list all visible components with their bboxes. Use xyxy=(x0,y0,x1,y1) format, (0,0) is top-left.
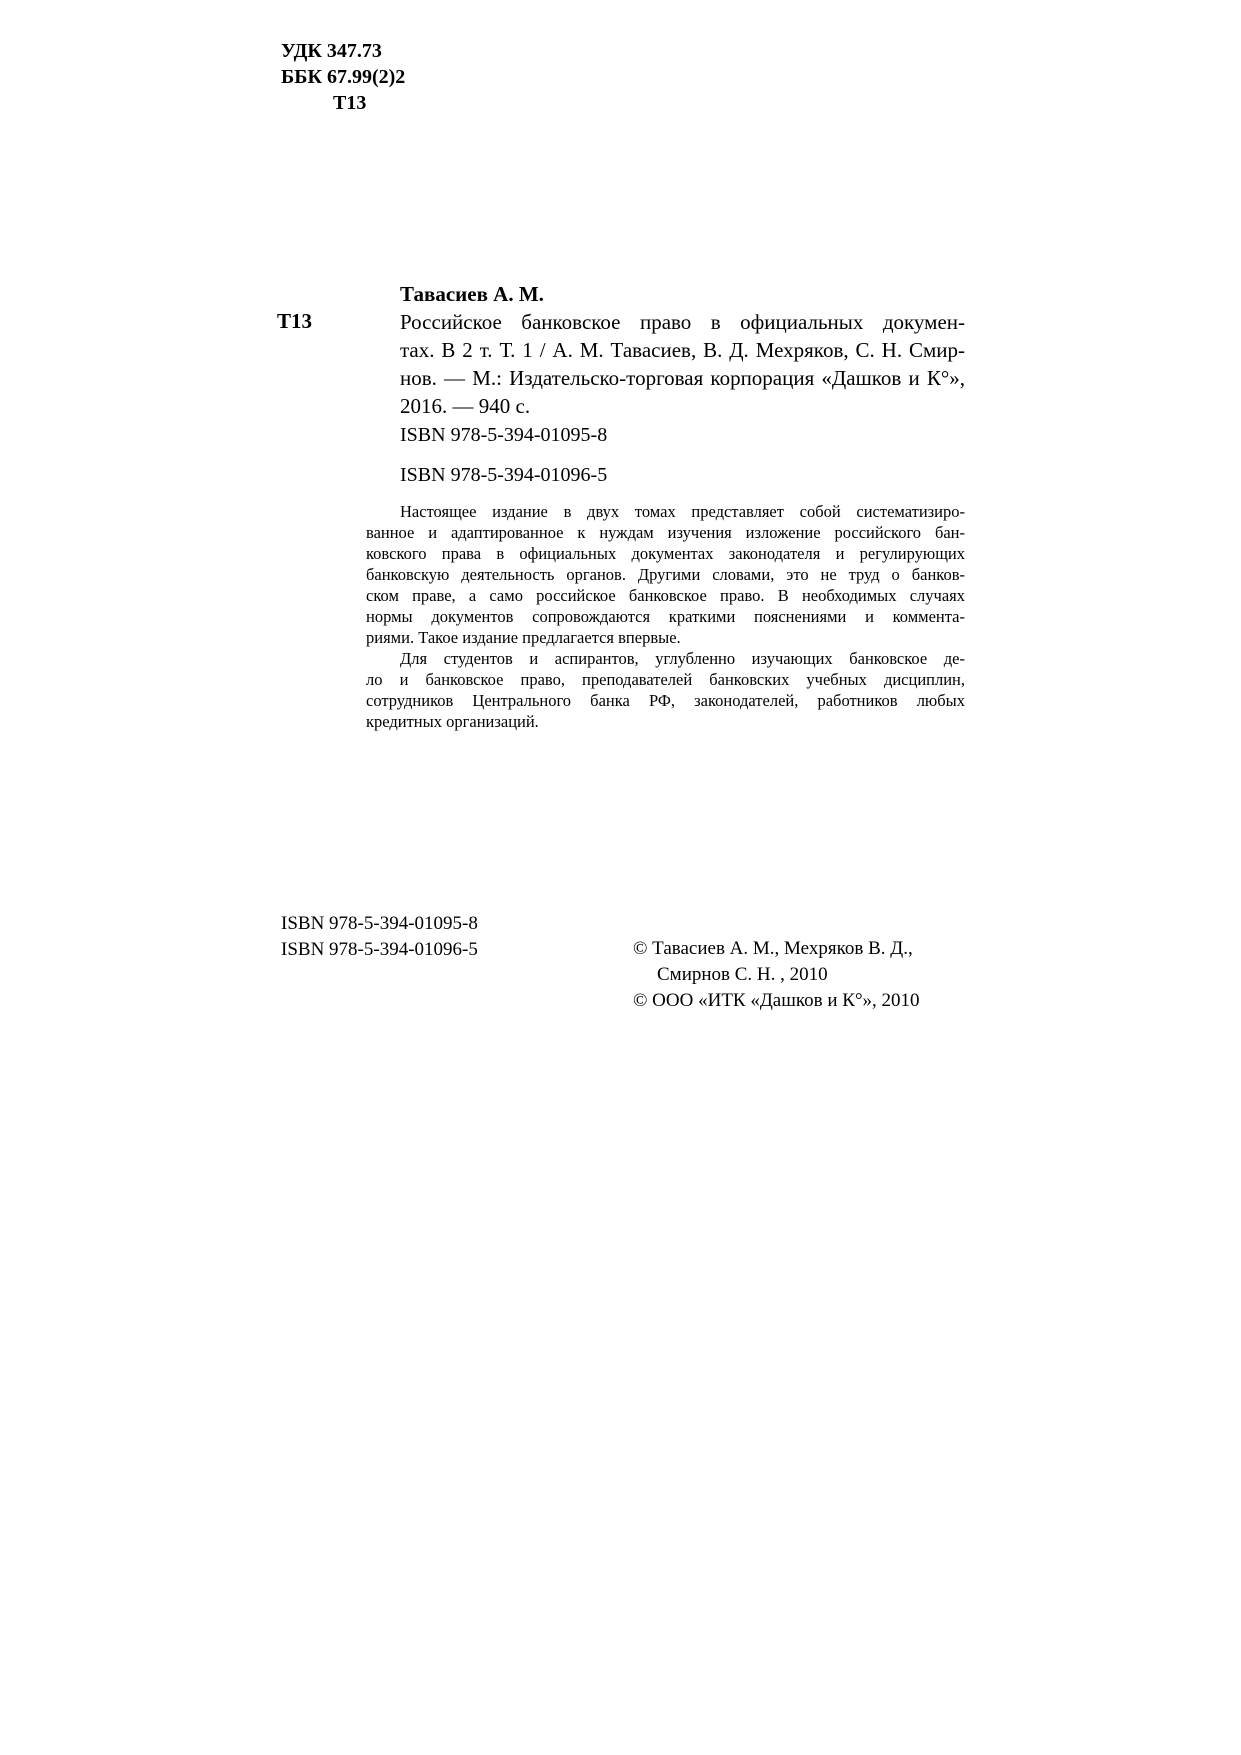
abstract-line: ло и банковское право, преподавателей банковских учебных дисциплин, xyxy=(366,670,965,689)
udc-code: УДК 347.73 xyxy=(281,40,382,62)
copyright-notice xyxy=(633,936,920,1014)
catalog-description-line: тах. В 2 т. Т. 1 / А. М. Тавасиев, В. Д. Мехряков, С. Н. Смир- xyxy=(400,338,965,362)
abstract-line: Для студентов и аспирантов, углубленно изучающих банковское де- xyxy=(400,649,965,668)
catalog-isbn-1: ISBN 978-5-394-01095-8 xyxy=(400,424,608,446)
abstract-line: ковского права в официальных документах законодателя и регулирующих xyxy=(366,544,965,563)
abstract-line: сотрудников Центрального банка РФ, законодателей, работников любых xyxy=(366,691,965,710)
copyright-authors: © Тавасиев А. М., Мехряков В. Д., xyxy=(633,938,913,959)
abstract-line: кредитных организаций. xyxy=(366,712,539,731)
copyright-publisher: © ООО «ИТК «Дашков и К°», 2010 xyxy=(633,990,920,1011)
catalog-description-line: нов. — М.: Издательско-торговая корпорация «Дашков и К°», xyxy=(400,366,965,390)
bbk-code: ББК 67.99(2)2 xyxy=(281,66,406,88)
copyright-authors-cont: Смирнов С. Н. , 2010 xyxy=(657,964,828,985)
abstract xyxy=(366,501,965,732)
abstract-line: ванное и адаптированное к нуждам изучения изложение российского бан- xyxy=(366,523,965,542)
classification-codes xyxy=(281,38,405,116)
catalog-author: Тавасиев А. М. xyxy=(400,282,544,306)
footer-isbn-1: ISBN 978-5-394-01095-8 xyxy=(281,913,478,934)
footer-isbn-2: ISBN 978-5-394-01096-5 xyxy=(281,939,478,960)
abstract-line: Настоящее издание в двух томах представляет собой систематизиро- xyxy=(400,502,965,521)
abstract-line: банковскую деятельность органов. Другими словами, это не труд о банков- xyxy=(366,565,965,584)
catalog-description-line: 2016. — 940 с. xyxy=(400,394,531,418)
author-sign: Т13 xyxy=(333,92,367,114)
abstract-line: нормы документов сопровождаются краткими пояснениями и коммента- xyxy=(366,607,965,626)
catalog-isbn-2: ISBN 978-5-394-01096-5 xyxy=(400,464,608,486)
abstract-line: риями. Такое издание предлагается впервые. xyxy=(366,628,681,647)
catalog-entry xyxy=(400,280,965,420)
catalog-description-line: Российское банковское право в официальных докумен- xyxy=(400,310,965,334)
footer-isbn-list xyxy=(281,911,478,963)
catalog-author-code: Т13 xyxy=(277,309,313,333)
abstract-line: ском праве, а само российское банковское право. В необходимых случаях xyxy=(366,586,965,605)
